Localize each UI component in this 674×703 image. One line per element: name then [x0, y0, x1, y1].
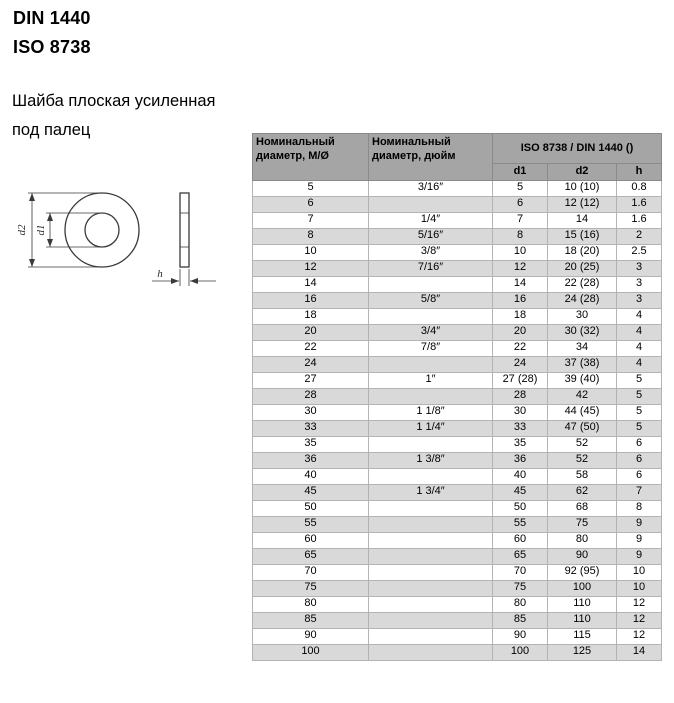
table-row [253, 612, 662, 628]
col-header-h: h [617, 164, 662, 181]
table-cell: 33 [493, 420, 548, 436]
table-cell: 5 [617, 420, 662, 436]
spec-table-body [253, 180, 662, 660]
dim-label-d2: d2 [16, 224, 28, 236]
table-cell: 0.8 [617, 180, 662, 196]
arrowhead-icon [190, 278, 198, 284]
table-cell: 14 [548, 212, 617, 228]
table-row [253, 452, 662, 468]
table-cell: 30 (32) [548, 324, 617, 340]
table-cell: 9 [617, 548, 662, 564]
table-cell [369, 532, 493, 548]
table-cell [369, 628, 493, 644]
table-cell: 62 [548, 484, 617, 500]
table-cell: 14 [493, 276, 548, 292]
table-cell: 5 [253, 180, 369, 196]
table-cell: 10 [493, 244, 548, 260]
table-cell: 37 (38) [548, 356, 617, 372]
table-cell: 5 [617, 404, 662, 420]
washer-technical-drawing [2, 170, 242, 310]
table-cell: 47 (50) [548, 420, 617, 436]
table-cell: 36 [493, 452, 548, 468]
table-cell: 6 [617, 452, 662, 468]
table-cell: 2 [617, 228, 662, 244]
table-cell: 110 [548, 596, 617, 612]
table-cell: 7 [493, 212, 548, 228]
washer-front-view [65, 193, 139, 267]
col-header-d1: d1 [493, 164, 548, 181]
table-cell: 5/8″ [369, 292, 493, 308]
table-cell: 42 [548, 388, 617, 404]
table-cell: 125 [548, 644, 617, 660]
product-title-line1: Шайба плоская усиленная [12, 92, 216, 110]
table-cell: 18 (20) [548, 244, 617, 260]
table-cell: 5 [617, 388, 662, 404]
table-cell [369, 580, 493, 596]
table-cell: 28 [493, 388, 548, 404]
table-cell: 33 [253, 420, 369, 436]
dimension-d2 [16, 193, 100, 267]
table-cell: 39 (40) [548, 372, 617, 388]
table-cell [369, 356, 493, 372]
table-cell: 34 [548, 340, 617, 356]
table-cell: 24 [493, 356, 548, 372]
table-cell: 44 (45) [548, 404, 617, 420]
table-cell: 85 [493, 612, 548, 628]
table-cell: 16 [493, 292, 548, 308]
table-cell: 27 [253, 372, 369, 388]
table-cell: 22 (28) [548, 276, 617, 292]
spec-table-header [253, 134, 662, 181]
table-cell: 85 [253, 612, 369, 628]
table-cell: 75 [253, 580, 369, 596]
table-cell: 7 [617, 484, 662, 500]
table-cell: 18 [253, 308, 369, 324]
table-cell: 10 [617, 564, 662, 580]
table-cell: 3/16″ [369, 180, 493, 196]
table-row [253, 532, 662, 548]
table-row [253, 580, 662, 596]
table-cell: 12 [493, 260, 548, 276]
table-cell: 90 [253, 628, 369, 644]
table-cell: 8 [617, 500, 662, 516]
table-cell [369, 468, 493, 484]
table-row [253, 308, 662, 324]
col-header-d2: d2 [548, 164, 617, 181]
table-cell: 110 [548, 612, 617, 628]
table-cell: 1″ [369, 372, 493, 388]
table-cell: 1/4″ [369, 212, 493, 228]
table-cell: 36 [253, 452, 369, 468]
table-cell: 50 [253, 500, 369, 516]
table-cell: 80 [253, 596, 369, 612]
table-cell [369, 308, 493, 324]
table-cell: 2.5 [617, 244, 662, 260]
table-row [253, 212, 662, 228]
table-cell: 100 [548, 580, 617, 596]
table-cell: 27 (28) [493, 372, 548, 388]
arrowhead-icon [29, 259, 35, 267]
product-title-line2: под палец [12, 121, 91, 139]
table-cell [369, 388, 493, 404]
table-cell: 3 [617, 276, 662, 292]
table-cell [369, 564, 493, 580]
table-row [253, 340, 662, 356]
table-cell: 40 [253, 468, 369, 484]
table-cell: 22 [493, 340, 548, 356]
table-row [253, 324, 662, 340]
table-cell: 1 3/4″ [369, 484, 493, 500]
table-cell: 6 [617, 436, 662, 452]
table-cell: 92 (95) [548, 564, 617, 580]
table-cell: 3/4″ [369, 324, 493, 340]
table-cell: 7/8″ [369, 340, 493, 356]
arrowhead-icon [47, 213, 53, 221]
washer-side-view [180, 193, 189, 267]
table-cell: 16 [253, 292, 369, 308]
table-cell: 1 1/8″ [369, 404, 493, 420]
arrowhead-icon [29, 193, 35, 201]
table-cell: 20 [493, 324, 548, 340]
table-cell: 12 (12) [548, 196, 617, 212]
table-row [253, 292, 662, 308]
table-cell: 28 [253, 388, 369, 404]
table-cell [369, 516, 493, 532]
table-cell [369, 500, 493, 516]
arrowhead-icon [47, 239, 53, 247]
table-cell [369, 276, 493, 292]
table-row [253, 628, 662, 644]
table-row [253, 244, 662, 260]
table-cell: 75 [493, 580, 548, 596]
table-cell: 35 [253, 436, 369, 452]
table-cell: 40 [493, 468, 548, 484]
table-cell: 30 [548, 308, 617, 324]
table-cell: 5 [493, 180, 548, 196]
table-cell: 18 [493, 308, 548, 324]
table-row [253, 180, 662, 196]
table-cell [369, 596, 493, 612]
table-cell: 115 [548, 628, 617, 644]
table-cell: 7 [253, 212, 369, 228]
table-cell: 65 [253, 548, 369, 564]
dim-label-d1: d1 [35, 224, 47, 236]
table-row [253, 260, 662, 276]
table-cell: 55 [253, 516, 369, 532]
table-cell [369, 548, 493, 564]
table-cell: 45 [253, 484, 369, 500]
table-cell: 6 [493, 196, 548, 212]
table-row [253, 564, 662, 580]
table-cell: 8 [493, 228, 548, 244]
table-cell: 90 [493, 628, 548, 644]
table-cell: 6 [253, 196, 369, 212]
table-row [253, 388, 662, 404]
table-cell: 1.6 [617, 212, 662, 228]
table-cell: 22 [253, 340, 369, 356]
table-cell: 80 [493, 596, 548, 612]
table-row [253, 516, 662, 532]
table-cell: 30 [253, 404, 369, 420]
table-row [253, 404, 662, 420]
table-cell [369, 436, 493, 452]
table-cell: 4 [617, 308, 662, 324]
table-cell: 4 [617, 356, 662, 372]
table-cell: 9 [617, 516, 662, 532]
table-cell: 6 [617, 468, 662, 484]
table-cell: 75 [548, 516, 617, 532]
table-cell: 70 [253, 564, 369, 580]
standard-iso: ISO 8738 [13, 37, 91, 57]
table-cell: 20 [253, 324, 369, 340]
table-cell: 100 [253, 644, 369, 660]
dimension-h [152, 268, 216, 286]
table-cell: 3 [617, 260, 662, 276]
table-row [253, 548, 662, 564]
table-cell: 30 [493, 404, 548, 420]
table-cell: 60 [253, 532, 369, 548]
table-row [253, 468, 662, 484]
table-cell: 7/16″ [369, 260, 493, 276]
table-row [253, 196, 662, 212]
table-cell: 14 [253, 276, 369, 292]
table-cell: 4 [617, 340, 662, 356]
table-cell: 1.6 [617, 196, 662, 212]
table-cell: 8 [253, 228, 369, 244]
table-cell: 5 [617, 372, 662, 388]
table-cell: 14 [617, 644, 662, 660]
table-cell: 9 [617, 532, 662, 548]
table-cell: 12 [617, 628, 662, 644]
dim-label-h: h [157, 268, 163, 280]
table-cell: 80 [548, 532, 617, 548]
table-cell: 55 [493, 516, 548, 532]
table-row [253, 372, 662, 388]
table-cell: 12 [617, 612, 662, 628]
table-cell: 12 [617, 596, 662, 612]
table-cell: 35 [493, 436, 548, 452]
table-cell: 70 [493, 564, 548, 580]
table-cell: 4 [617, 324, 662, 340]
table-cell: 100 [493, 644, 548, 660]
table-row [253, 484, 662, 500]
table-cell: 1 3/8″ [369, 452, 493, 468]
col-header-nominal-metric: Номинальный диаметр, М/Ø [253, 134, 369, 181]
table-cell: 52 [548, 436, 617, 452]
washer-drawing-svg [2, 170, 242, 310]
table-cell [369, 644, 493, 660]
table-row [253, 420, 662, 436]
table-cell: 20 (25) [548, 260, 617, 276]
table-cell: 10 [253, 244, 369, 260]
table-cell: 24 [253, 356, 369, 372]
table-row [253, 436, 662, 452]
table-cell [369, 612, 493, 628]
table-row [253, 356, 662, 372]
table-cell [369, 196, 493, 212]
table-cell: 1 1/4″ [369, 420, 493, 436]
table-cell: 15 (16) [548, 228, 617, 244]
table-row [253, 644, 662, 660]
table-row [253, 596, 662, 612]
table-cell: 60 [493, 532, 548, 548]
table-row [253, 500, 662, 516]
table-cell: 50 [493, 500, 548, 516]
table-cell: 90 [548, 548, 617, 564]
table-cell: 3/8″ [369, 244, 493, 260]
arrowhead-icon [171, 278, 179, 284]
standard-din: DIN 1440 [13, 8, 91, 28]
table-cell: 5/16″ [369, 228, 493, 244]
table-row [253, 228, 662, 244]
table-cell: 58 [548, 468, 617, 484]
table-cell: 65 [493, 548, 548, 564]
table-cell: 45 [493, 484, 548, 500]
table-row [253, 276, 662, 292]
table-cell: 68 [548, 500, 617, 516]
table-cell: 24 (28) [548, 292, 617, 308]
spec-table [252, 133, 662, 661]
table-cell: 3 [617, 292, 662, 308]
table-cell: 12 [253, 260, 369, 276]
table-cell: 10 (10) [548, 180, 617, 196]
table-cell: 52 [548, 452, 617, 468]
col-header-nominal-inch: Номинальный диаметр, дюйм [369, 134, 493, 181]
col-header-standard-group: ISO 8738 / DIN 1440 () [493, 134, 662, 164]
table-cell: 10 [617, 580, 662, 596]
